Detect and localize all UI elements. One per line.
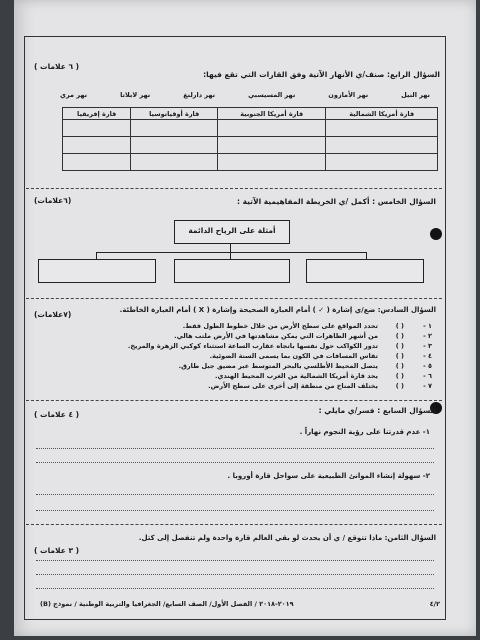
tf-number: ٥ - (423, 362, 432, 370)
table-row (63, 137, 438, 154)
q5-marks: (٦علامات) (34, 196, 72, 205)
tf-answer[interactable]: ( ) (395, 362, 404, 370)
answer-line[interactable] (36, 448, 434, 449)
q7-item: ١- عدم قدرتنا على رؤية النجوم نهاراً . (299, 428, 430, 436)
table-cell[interactable] (326, 154, 438, 171)
table-cell[interactable] (131, 120, 218, 137)
tf-number: ٧ - (423, 382, 432, 390)
q7-marks: ( ٤ علامات ) (34, 410, 80, 419)
tf-text: يتصل المحيط الأطلسي بالبحر المتوسط عبر مضيق جبل طارق. (178, 362, 378, 370)
table-row (63, 120, 438, 137)
river-item: نهر مري (60, 91, 88, 99)
q4-marks: ( ٦ علامات ) (34, 62, 80, 71)
table-cell[interactable] (326, 137, 438, 154)
tf-item (44, 322, 432, 330)
course-info: ٢٠١٩-٢٠١٨ / الفصل الأول/ الصف السابع/ الجغرافيا والتربية الوطنية / نموذج (B) (40, 600, 294, 608)
tf-number: ٣ - (423, 342, 432, 350)
table-row (63, 154, 438, 171)
table-cell[interactable] (326, 120, 438, 137)
tf-text: يحد قارة أمريكا الشمالية من الغرب المحيط الهندي. (215, 372, 378, 380)
table-cell[interactable] (63, 137, 131, 154)
river-item: نهر النيل (401, 91, 430, 99)
tf-item (44, 332, 432, 340)
table-cell[interactable] (131, 154, 218, 171)
q6-title: السؤال السادس: ضع/ي إشارة ( ✓ ) أمام العبارة الصحيحة وإشارة ( X ) أمام العبارة الخاطئة. (119, 306, 436, 314)
tf-text: تحدد المواقع على سطح الأرض من خلال خطوط الطول فقط. (182, 322, 378, 330)
river-item: نهر المسيسبي (248, 91, 296, 99)
tf-item (44, 342, 432, 350)
page-number: ٤/٢ (429, 600, 440, 608)
concept-root-label: أمثلة على الرياح الدائمة (188, 226, 276, 235)
tf-answer[interactable]: ( ) (395, 332, 404, 340)
q6-marks: (٧علامات) (34, 310, 72, 319)
answer-line[interactable] (36, 560, 434, 561)
tf-answer[interactable]: ( ) (395, 352, 404, 360)
tf-number: ١ - (423, 322, 432, 330)
table-cell[interactable] (218, 154, 326, 171)
tf-item (44, 372, 432, 380)
section-divider (26, 400, 442, 401)
tf-item (44, 362, 432, 370)
q7-title: السؤال السابع : فسر/ي مايلي : (318, 406, 436, 415)
tf-text: يختلف المناخ من منطقة إلى أخرى على سطح الأرض. (208, 382, 378, 390)
answer-line[interactable] (36, 462, 434, 463)
table-header: قارة أمريكا الجنوبية (218, 108, 326, 120)
concept-root-box (174, 220, 290, 244)
answer-line[interactable] (36, 510, 434, 511)
tf-text: من أشهر الظاهرات التي يمكن مشاهدتها في الأرض ملتب هالي. (174, 332, 378, 340)
table-header-row (63, 108, 438, 120)
table-cell[interactable] (63, 120, 131, 137)
tf-number: ٦ - (423, 372, 432, 380)
tf-answer[interactable]: ( ) (395, 372, 404, 380)
concept-answer-box[interactable] (306, 259, 424, 283)
table-cell[interactable] (218, 137, 326, 154)
tf-text: تقاس المسافات في الكون بما يسمى السنة الضوئية. (209, 352, 378, 360)
q5-title: السؤال الخامس : أكمل /ي الخريطة المفاهيمية الآتية : (236, 197, 436, 206)
q8-title: السؤال الثامن: ماذا تتوقع / ي أن يحدث لو بقي العالم قارة واحدة ولم تنفصل إلى كتل. (138, 534, 436, 542)
concept-answer-box[interactable] (38, 259, 156, 283)
tf-text: تدور الكواكب حول نفسها باتجاه عقارب الساعة استثناء كوكبي الزهرة والمريخ. (127, 342, 378, 350)
tf-item (44, 352, 432, 360)
table-cell[interactable] (218, 120, 326, 137)
section-divider (26, 298, 442, 299)
answer-line[interactable] (36, 494, 434, 495)
tf-answer[interactable]: ( ) (395, 382, 404, 390)
tf-number: ٢ - (423, 332, 432, 340)
q8-marks: ( ٣ علامات ) (34, 546, 80, 555)
concept-answer-box[interactable] (174, 259, 290, 283)
q4-title: السؤال الرابع: صنف/ي الأنهار الآتية وفق القارات التي تقع فيها: (203, 70, 440, 79)
table-header: قارة أمريكا الشمالية (326, 108, 438, 120)
tf-number: ٤ - (423, 352, 432, 360)
tf-answer[interactable]: ( ) (395, 342, 404, 350)
table-cell[interactable] (63, 154, 131, 171)
river-item: نهر دارلنغ (183, 91, 216, 99)
tf-item (44, 382, 432, 390)
page-footer (40, 600, 440, 608)
tf-answer[interactable]: ( ) (395, 322, 404, 330)
q4-rivers (60, 91, 430, 99)
river-item: نهر لابلاتا (120, 91, 151, 99)
q7-item: ٢- سهولة إنشاء الموانئ الطبيعية على سواحل قارة أوروبا . (227, 472, 430, 480)
table-cell[interactable] (131, 137, 218, 154)
river-item: نهر الأمازون (328, 91, 369, 99)
section-divider (26, 524, 442, 525)
table-header: قارة أوقيانوسيا (131, 108, 218, 120)
answer-line[interactable] (36, 588, 434, 589)
q4-table (62, 107, 438, 171)
table-header: قارة إفريقيا (63, 108, 131, 120)
answer-line[interactable] (36, 574, 434, 575)
section-divider (26, 188, 442, 189)
